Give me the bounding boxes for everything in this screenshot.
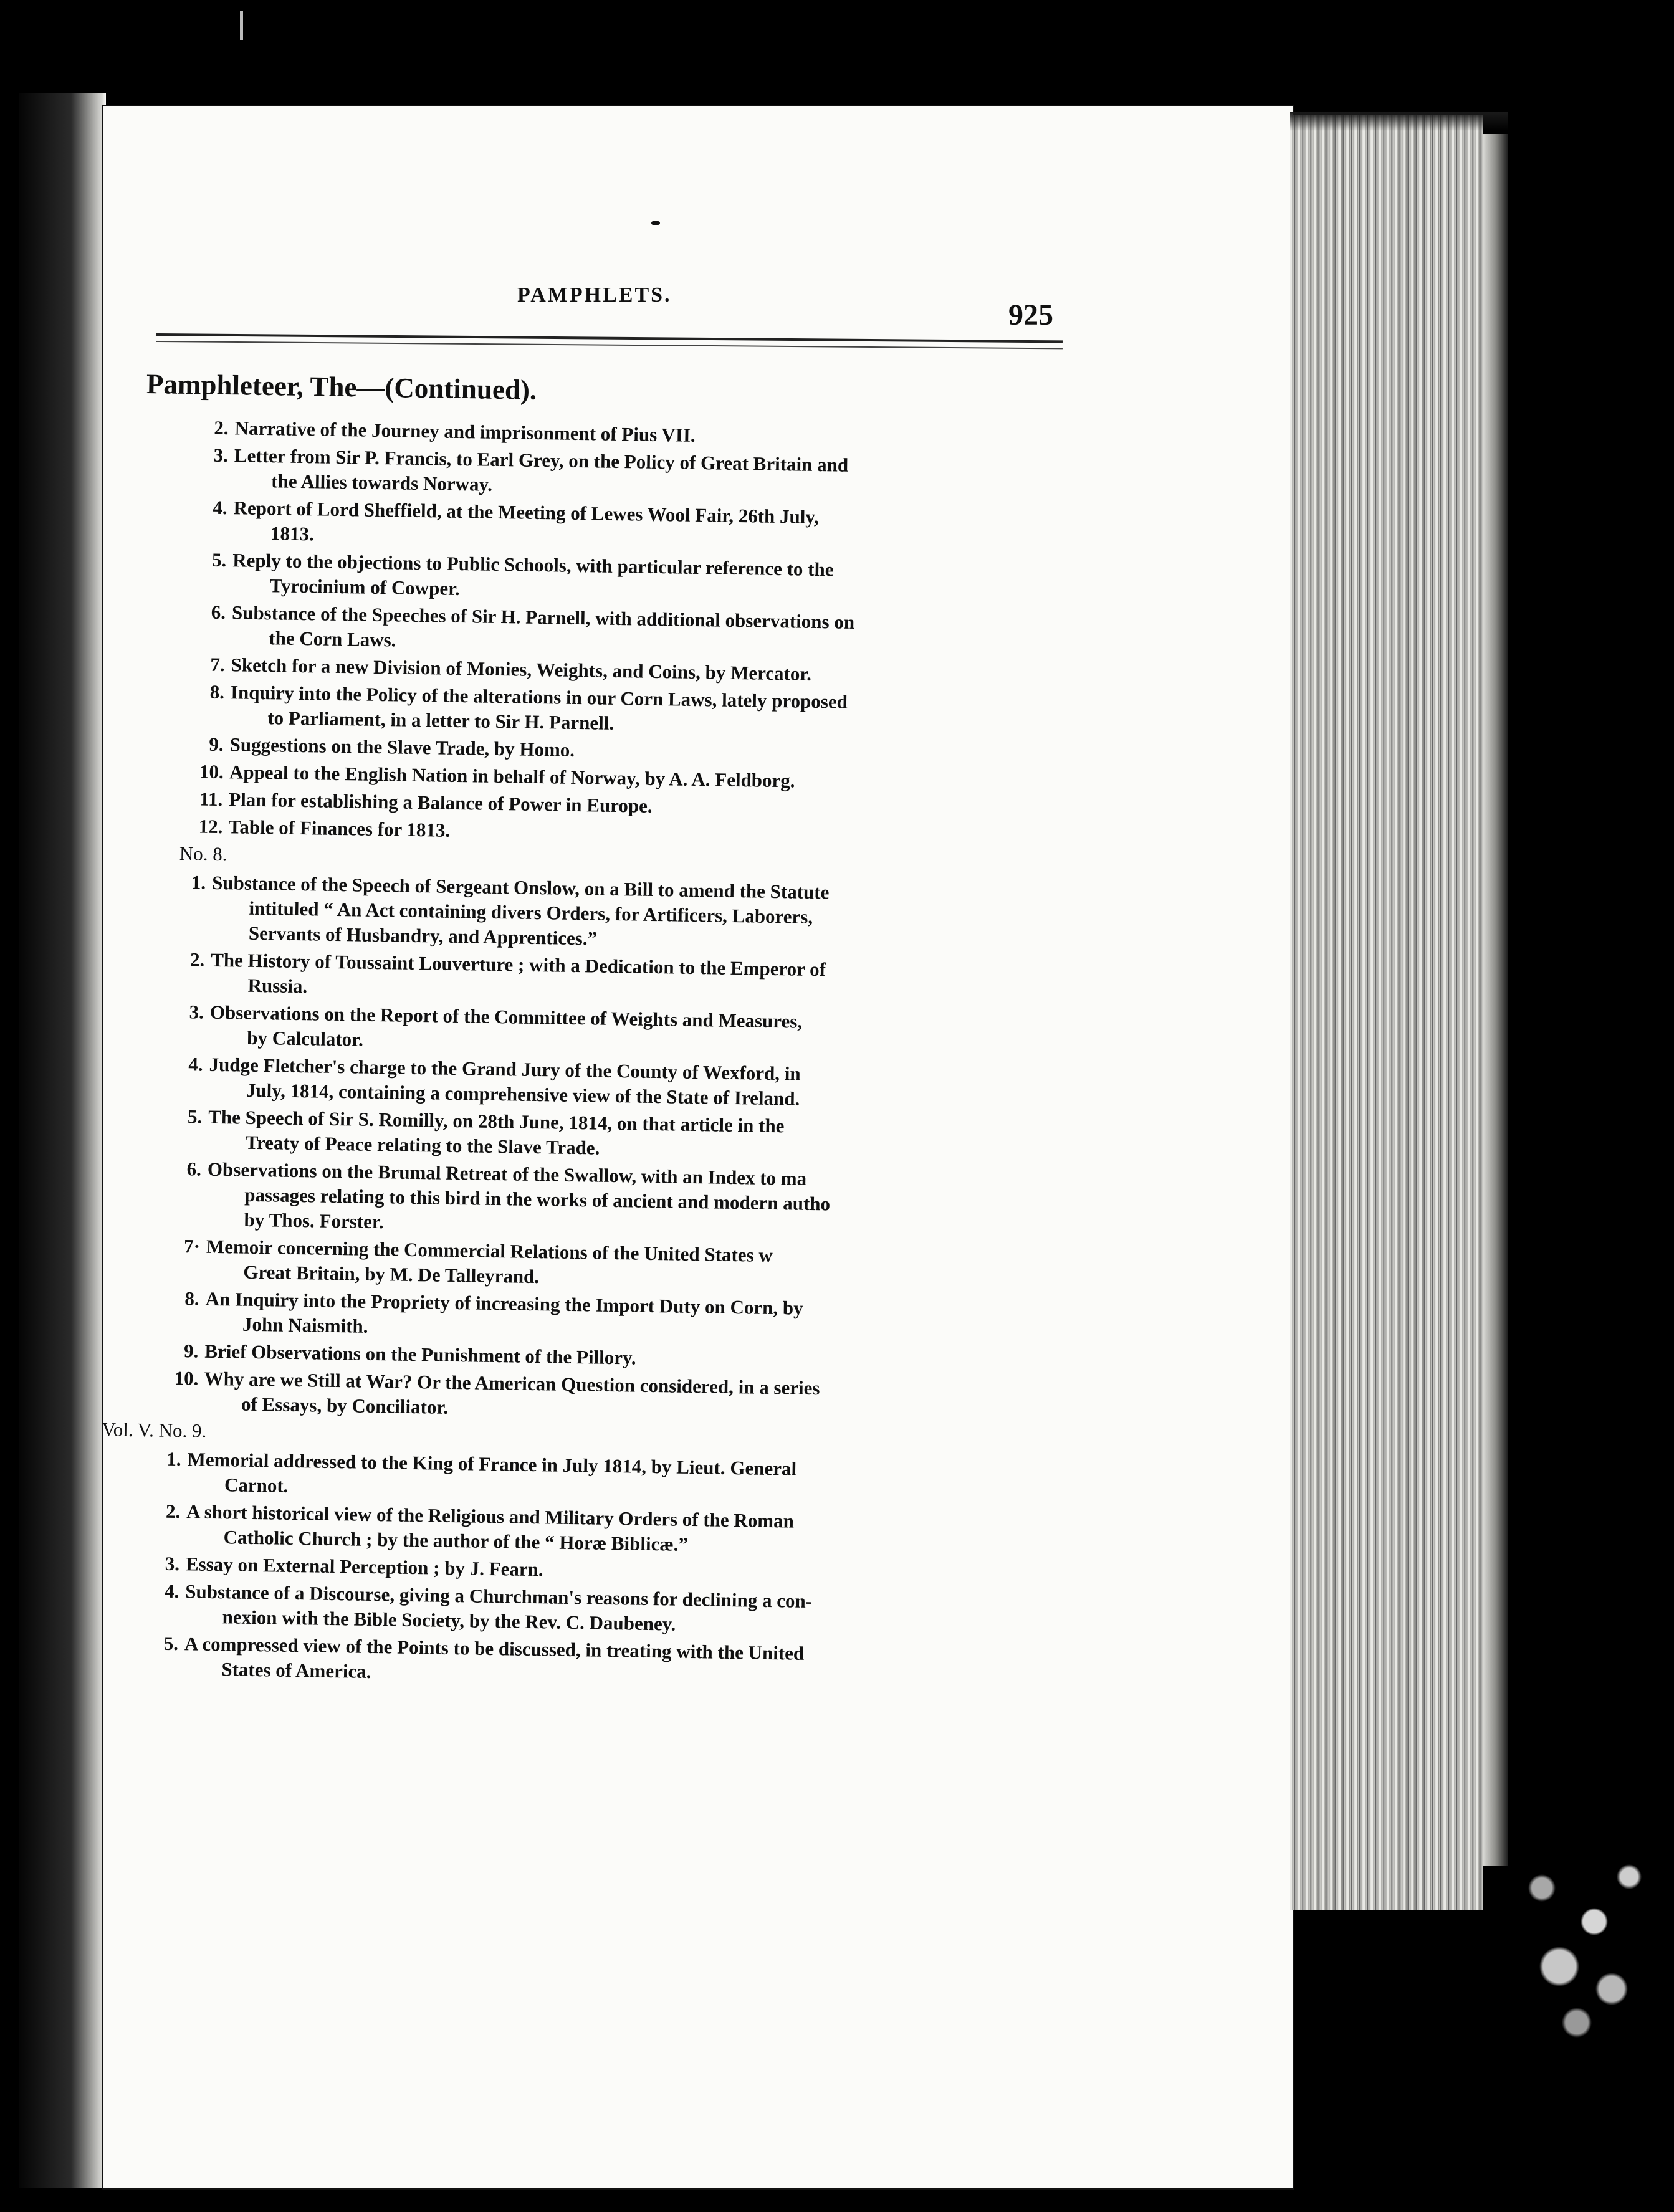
- item-text: Substance of a Discourse, giving a Churchman's reasons for declining a con-: [185, 1580, 813, 1613]
- item-number: 4.: [213, 496, 227, 519]
- list-item: [154, 1631, 804, 1691]
- item-text: John Naismith.: [242, 1313, 368, 1337]
- item-text: Reply to the objections to Public Schools, with particular reference to the: [232, 549, 834, 581]
- section-label: No. 8.: [179, 842, 227, 865]
- item-number: 7·: [183, 1235, 201, 1257]
- list-item: [175, 1286, 803, 1346]
- item-text: Suggestions on the Slave Trade, by Homo.: [229, 733, 575, 761]
- item-number: 11.: [199, 788, 223, 811]
- list-item: [204, 416, 696, 448]
- item-number: 3.: [213, 444, 229, 467]
- list-item: [156, 1552, 543, 1583]
- list-item: [156, 1499, 794, 1559]
- item-text: Substance of the Speeches of Sir H. Parnell, with additional observations on: [231, 601, 855, 633]
- item-text: Memorial addressed to the King of France in July 1814, by Lieut. General: [187, 1448, 797, 1480]
- item-text: July, 1814, containing a comprehensive view of the State of Ireland.: [246, 1079, 800, 1110]
- list-item: [175, 1338, 636, 1371]
- list-item: [201, 600, 854, 660]
- item-text: A short historical view of the Religious and Military Orders of the Roman: [186, 1500, 795, 1532]
- item-number: 4.: [164, 1580, 179, 1603]
- item-number: 3.: [165, 1552, 180, 1575]
- item-text: Appeal to the English Nation in behalf of Norway, by A. A. Feldborg.: [229, 761, 795, 792]
- item-text: to Parliament, in a letter to Sir H. Parnell.: [267, 707, 615, 734]
- item-text: intituled “ An Act containing divers Orders, for Artificers, Laborers,: [249, 897, 813, 928]
- item-text: Table of Finances for 1813.: [228, 816, 451, 841]
- item-number: 1.: [166, 1447, 181, 1471]
- list-item: [157, 1447, 797, 1507]
- item-text: Observations on the Report of the Committee of Weights and Measures,: [209, 1001, 803, 1032]
- item-number: 1.: [191, 871, 206, 894]
- list-item: [179, 1052, 801, 1112]
- item-text: by Thos. Forster.: [244, 1208, 384, 1233]
- item-number: 2.: [214, 416, 229, 439]
- item-number: 7.: [210, 653, 225, 676]
- item-text: A compressed view of the Points to be discussed, in treating with the United: [184, 1633, 805, 1664]
- item-number: 6.: [211, 601, 226, 624]
- item-text: Letter from Sir P. Francis, to Earl Grey, on the Policy of Great Britain and: [234, 444, 849, 476]
- item-text: An Inquiry into the Propriety of increasing the Import Duty on Corn, by: [205, 1287, 803, 1319]
- list-item: [174, 1366, 820, 1426]
- item-number: 5.: [211, 548, 227, 571]
- item-text: Substance of the Speech of Sergeant Onslow, on a Bill to amend the Statute: [211, 871, 830, 903]
- item-number: 10.: [174, 1366, 199, 1390]
- item-number: 9.: [209, 733, 224, 756]
- item-text: Memoir concerning the Commercial Relations of the United States w: [206, 1235, 773, 1267]
- page-number: 925: [1008, 298, 1053, 331]
- list-item: [181, 870, 830, 955]
- list-item: [203, 495, 820, 555]
- item-text: Plan for establishing a Balance of Power in Europe.: [229, 788, 653, 817]
- item-number: 2.: [165, 1500, 181, 1523]
- item-text: Brief Observations on the Punishment of the Pillory.: [204, 1340, 636, 1369]
- item-text: Sketch for a new Division of Monies, Weights, and Coins, by Mercator.: [231, 654, 812, 685]
- item-text: of Essays, by Conciliator.: [241, 1393, 449, 1418]
- item-text: the Allies towards Norway.: [271, 470, 493, 495]
- item-text: Essay on External Perception ; by J. Fearn.: [185, 1553, 543, 1581]
- list-item: [202, 548, 833, 608]
- item-text: Narrative of the Journey and imprisonment of Pius VII.: [234, 417, 696, 446]
- item-number: 9.: [183, 1340, 199, 1362]
- item-number: 12.: [198, 815, 223, 838]
- item-number: 5.: [187, 1105, 203, 1128]
- item-text: Great Britain, by M. De Talleyrand.: [243, 1261, 540, 1288]
- section-label: Vol. V. No. 9.: [102, 1418, 207, 1442]
- list-item: [178, 1104, 784, 1163]
- item-text: Treaty of Peace relating to the Slave Trade.: [245, 1131, 600, 1159]
- item-text: The History of Toussaint Louverture ; with a Dedication to the Emperor of: [210, 948, 826, 981]
- list-item: [199, 786, 653, 818]
- list-item: [199, 732, 575, 763]
- item-number: 8.: [184, 1287, 199, 1310]
- list-item: [176, 1156, 831, 1241]
- list-item: [176, 1234, 773, 1293]
- item-text: 1813.: [270, 522, 315, 545]
- list-item: [204, 443, 848, 503]
- item-number: 2.: [189, 948, 205, 971]
- item-number: 3.: [189, 1001, 204, 1023]
- item-text: The Speech of Sir S. Romilly, on 28th June, 1814, on that article in the: [208, 1105, 785, 1137]
- item-text: Russia.: [247, 974, 308, 998]
- item-text: Catholic Church ; by the author of the “ Horæ Biblicæ.”: [223, 1526, 689, 1555]
- item-text: Carnot.: [224, 1474, 289, 1497]
- item-number: 8.: [209, 680, 225, 703]
- item-number: 10.: [199, 760, 224, 783]
- item-text: passages relating to this bird in the works of ancient and modern autho: [244, 1183, 831, 1215]
- item-text: Report of Lord Sheffield, at the Meeting of Lewes Wool Fair, 26th July,: [233, 497, 820, 528]
- item-text: Inquiry into the Policy of the alterations in our Corn Laws, lately proposed: [230, 681, 848, 713]
- item-text: nexion with the Bible Society, by the Rev. C. Daubeney.: [222, 1606, 676, 1635]
- item-number: 6.: [186, 1158, 202, 1180]
- item-text: Why are we Still at War? Or the American Question considered, in a series: [204, 1367, 820, 1399]
- item-text: by Calculator.: [247, 1026, 364, 1051]
- list-item: [200, 680, 848, 740]
- list-item: [155, 1579, 812, 1639]
- list-item: [198, 814, 450, 842]
- item-text: Judge Fletcher's charge to the Grand Jury of the County of Wexford, in: [209, 1053, 801, 1085]
- list-item: [179, 999, 802, 1059]
- entry-heading: Pamphleteer, The—(Continued).: [146, 368, 537, 406]
- item-text: Tyrocinium of Cowper.: [269, 574, 461, 600]
- running-head: PAMPHLETS.: [517, 284, 672, 307]
- item-number: 4.: [188, 1053, 203, 1075]
- list-item: [180, 947, 826, 1007]
- item-text: the Corn Laws.: [269, 627, 396, 651]
- item-number: 5.: [163, 1632, 179, 1655]
- item-text: States of America.: [221, 1658, 371, 1682]
- item-text: Observations on the Brumal Retreat of the Swallow, with an Index to ma: [207, 1158, 807, 1189]
- item-text: Servants of Husbandry, and Apprentices.”: [248, 922, 598, 950]
